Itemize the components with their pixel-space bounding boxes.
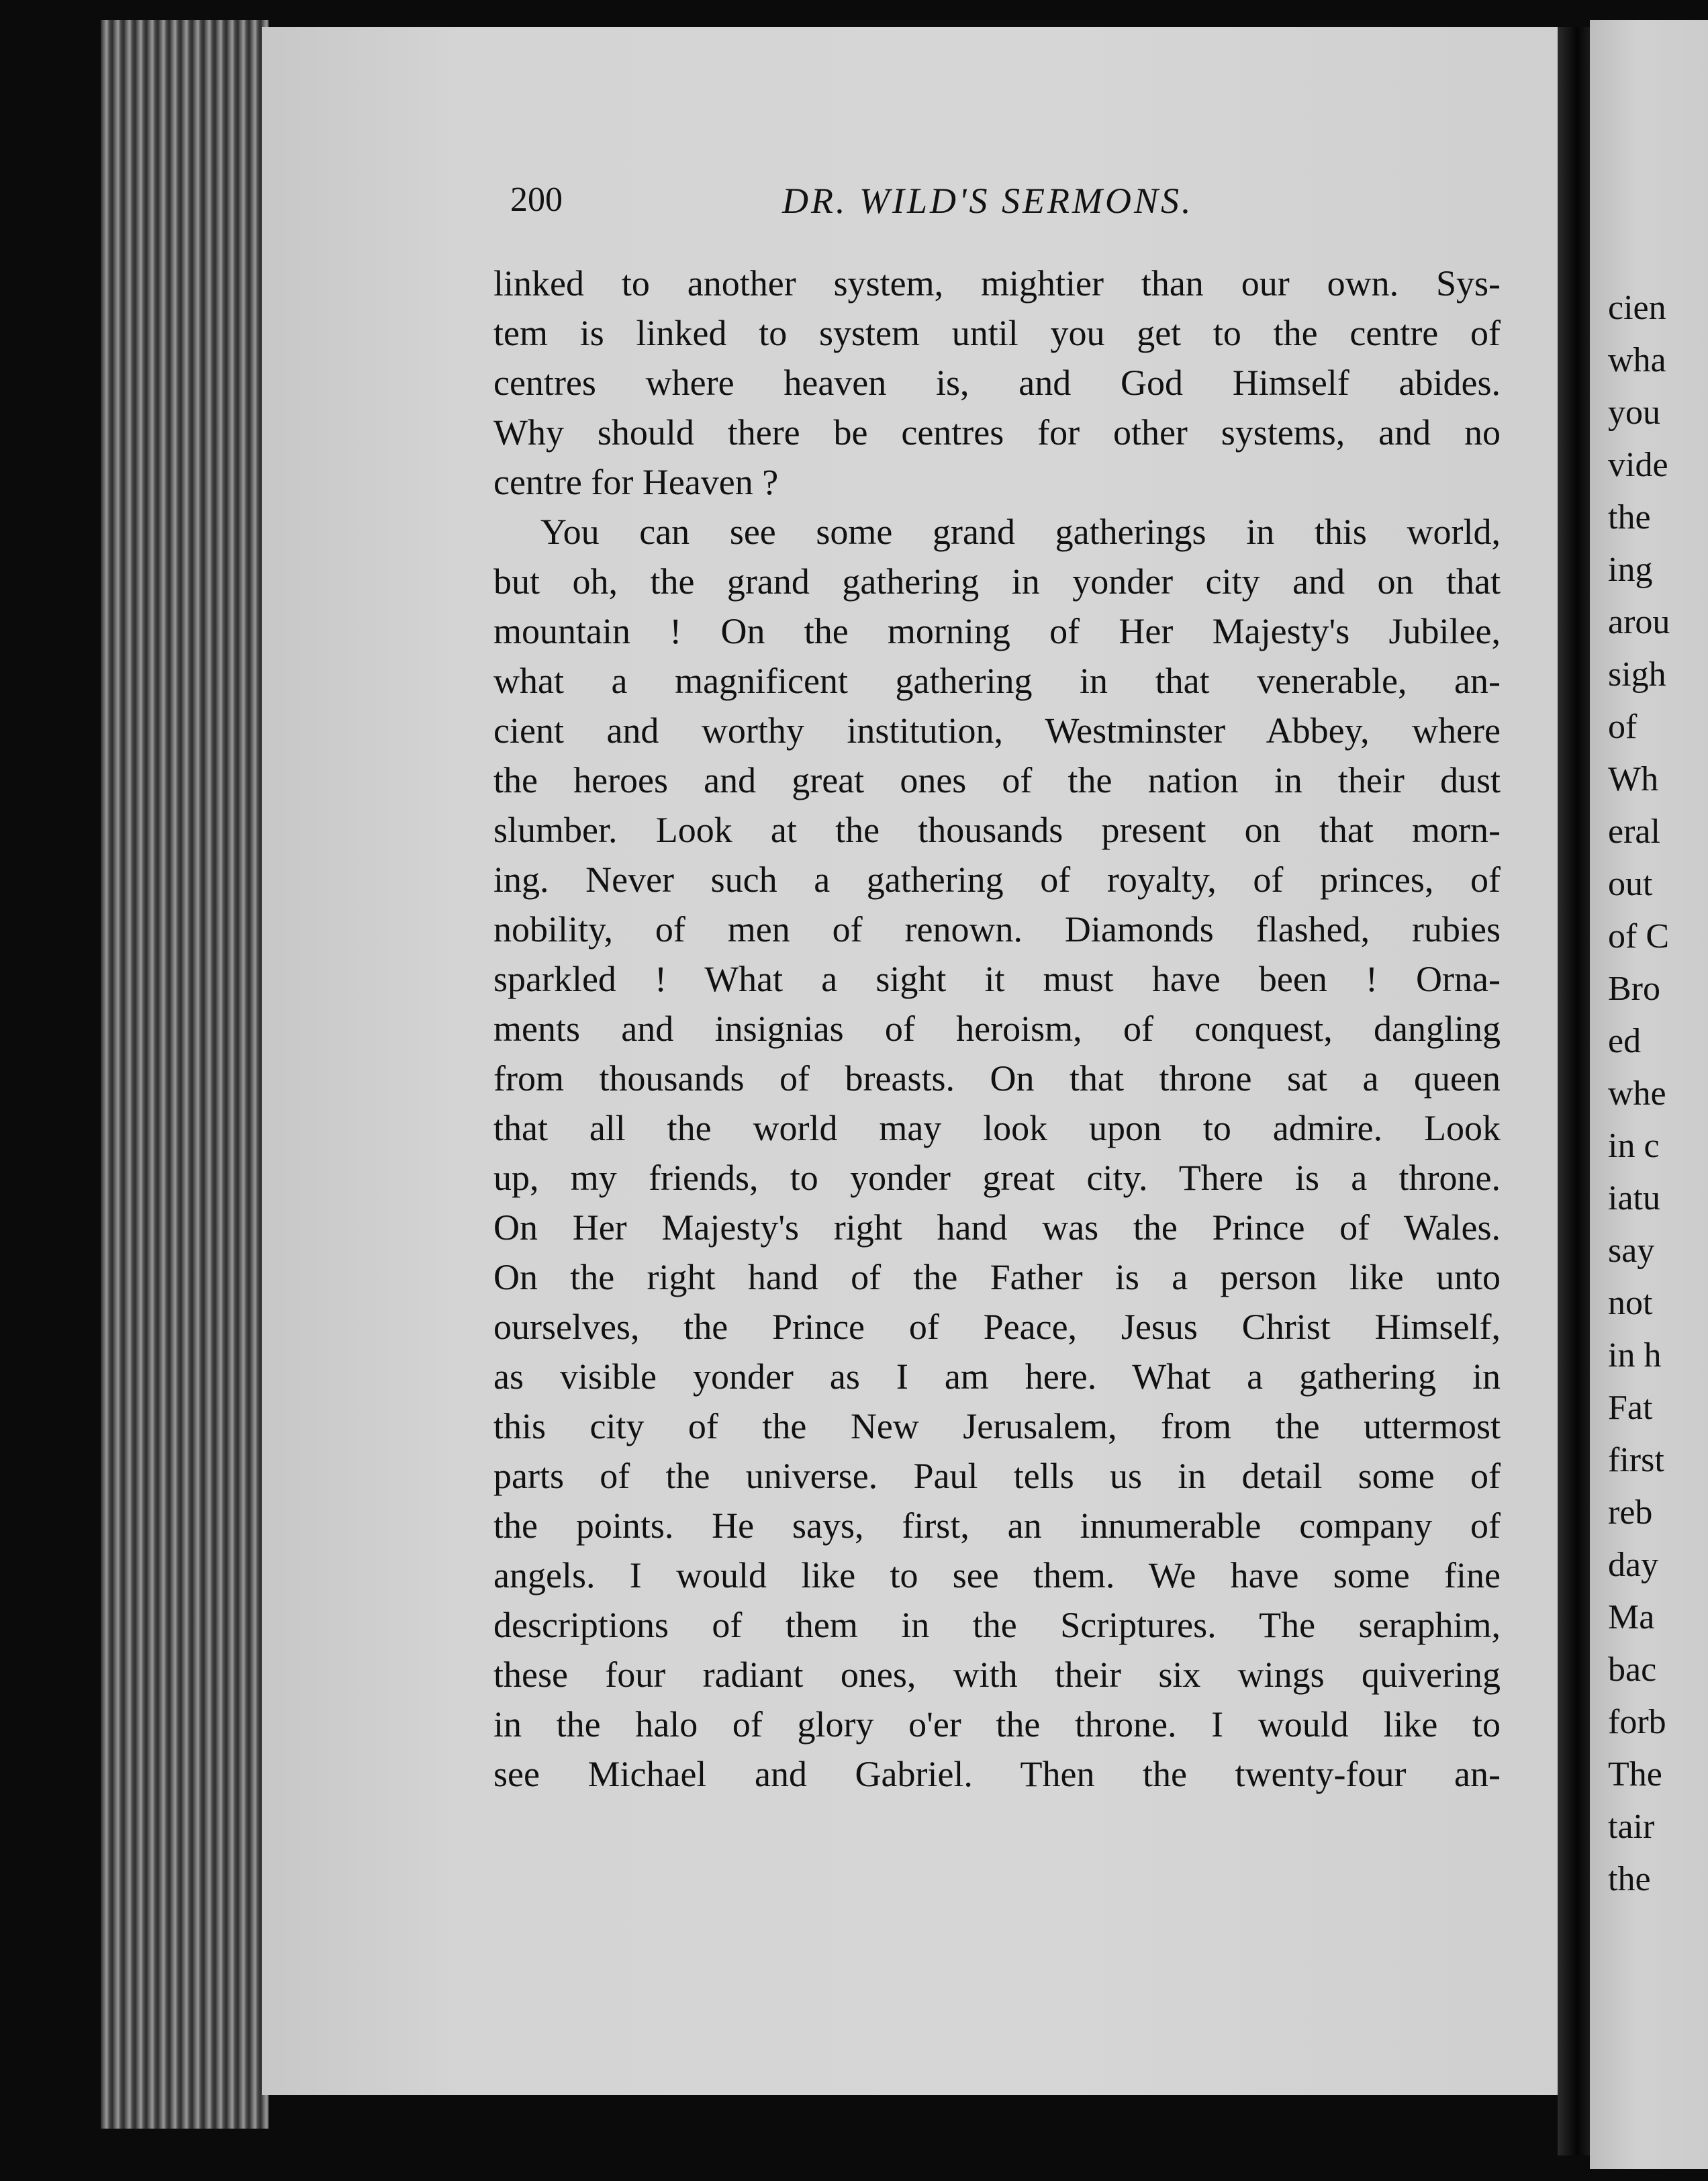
body-text [493, 259, 1501, 1799]
text-line: sparkled ! What a sight it must have been ! Orna- [493, 959, 1501, 999]
page-edges [101, 20, 269, 2129]
page-number: 200 [510, 181, 563, 219]
text-line: these four radiant ones, with their six wings quivering [493, 1655, 1501, 1695]
text-line: slumber. Look at the thousands present on that morn- [493, 810, 1501, 850]
text-line: up, my friends, to yonder great city. There is a throne. [493, 1158, 1501, 1198]
book-gutter [1558, 27, 1590, 2155]
text-line: ments and insignias of heroism, of conquest, dangling [493, 1009, 1501, 1049]
text-line: mountain ! On the morning of Her Majesty's Jubilee, [493, 611, 1501, 651]
text-line: centre for Heaven ? [493, 462, 779, 502]
text-line: but oh, the grand gathering in yonder city and on that [493, 561, 1501, 602]
facing-page-line: wha [1608, 341, 1666, 379]
facing-page-line: bac [1608, 1651, 1657, 1689]
text-line: the points. He says, first, an innumerable company of [493, 1505, 1501, 1546]
text-line: linked to another system, mightier than our own. Sys- [493, 263, 1501, 304]
text-line: Why should there be centres for other systems, and no [493, 412, 1501, 453]
facing-page-line: out [1608, 865, 1653, 903]
facing-page-line: the [1608, 498, 1651, 537]
facing-page-line: tair [1608, 1808, 1655, 1846]
text-line: parts of the universe. Paul tells us in detail some of [493, 1456, 1501, 1496]
running-head [510, 180, 1504, 227]
facing-page-line: forb [1608, 1703, 1666, 1741]
facing-page-line: whe [1608, 1074, 1666, 1113]
facing-page-line: the [1608, 1860, 1651, 1898]
text-line: ourselves, the Prince of Peace, Jesus Christ Himself, [493, 1307, 1501, 1347]
text-line: cient and worthy institution, Westminster Abbey, where [493, 710, 1501, 751]
facing-page-line: Ma [1608, 1598, 1655, 1636]
facing-page-line: iatu [1608, 1179, 1660, 1217]
facing-page-line: not [1608, 1284, 1653, 1322]
facing-page-line: sigh [1608, 655, 1666, 694]
text-line: as visible yonder as I am here. What a gathering in [493, 1356, 1501, 1397]
text-line: ing. Never such a gathering of royalty, of princes, of [493, 860, 1501, 900]
facing-page-line: of [1608, 708, 1638, 746]
text-line: descriptions of them in the Scriptures. The seraphim, [493, 1605, 1501, 1645]
text-line: what a magnificent gathering in that venerable, an- [493, 661, 1501, 701]
text-line: angels. I would like to see them. We have some fine [493, 1555, 1501, 1595]
text-line: that all the world may look upon to admire. Look [493, 1108, 1501, 1148]
text-line: On Her Majesty's right hand was the Prince of Wales. [493, 1207, 1501, 1248]
text-line: centres where heaven is, and God Himself abides. [493, 363, 1501, 403]
facing-page-line: The [1608, 1755, 1662, 1794]
text-line: tem is linked to system until you get to the centre of [493, 313, 1501, 353]
facing-page-line: Wh [1608, 760, 1659, 798]
text-line: the heroes and great ones of the nation in their dust [493, 760, 1501, 800]
running-title: DR. WILD'S SERMONS. [782, 181, 1194, 221]
facing-page-line: say [1608, 1232, 1655, 1270]
facing-page-line: ing [1608, 551, 1653, 589]
text-line: On the right hand of the Father is a person like unto [493, 1257, 1501, 1297]
text-line: from thousands of breasts. On that throne sat a queen [493, 1058, 1501, 1099]
facing-page-line: vide [1608, 446, 1668, 484]
facing-page-line: in c [1608, 1127, 1660, 1165]
facing-page-line: you [1608, 393, 1660, 432]
facing-page-line: arou [1608, 603, 1670, 641]
paragraph-start-line: You can see some grand gatherings in this world, [540, 512, 1501, 552]
facing-page-line: day [1608, 1546, 1659, 1584]
facing-page-line: ed [1608, 1022, 1642, 1060]
facing-page-text [1608, 282, 1708, 1906]
text-line: nobility, of men of renown. Diamonds flashed, rubies [493, 909, 1501, 949]
facing-page-line: Fat [1608, 1389, 1653, 1427]
facing-page-line: of C [1608, 917, 1669, 956]
facing-page-line: first [1608, 1441, 1664, 1479]
text-line: in the halo of glory o'er the throne. I would like to [493, 1704, 1501, 1745]
text-line: this city of the New Jerusalem, from the uttermost [493, 1406, 1501, 1446]
facing-page-line: cien [1608, 289, 1666, 327]
facing-page-line: in h [1608, 1336, 1662, 1375]
facing-page-line: reb [1608, 1493, 1653, 1532]
facing-page-line: Bro [1608, 970, 1660, 1008]
facing-page-line: eral [1608, 813, 1660, 851]
text-line: see Michael and Gabriel. Then the twenty-four an- [493, 1754, 1501, 1794]
